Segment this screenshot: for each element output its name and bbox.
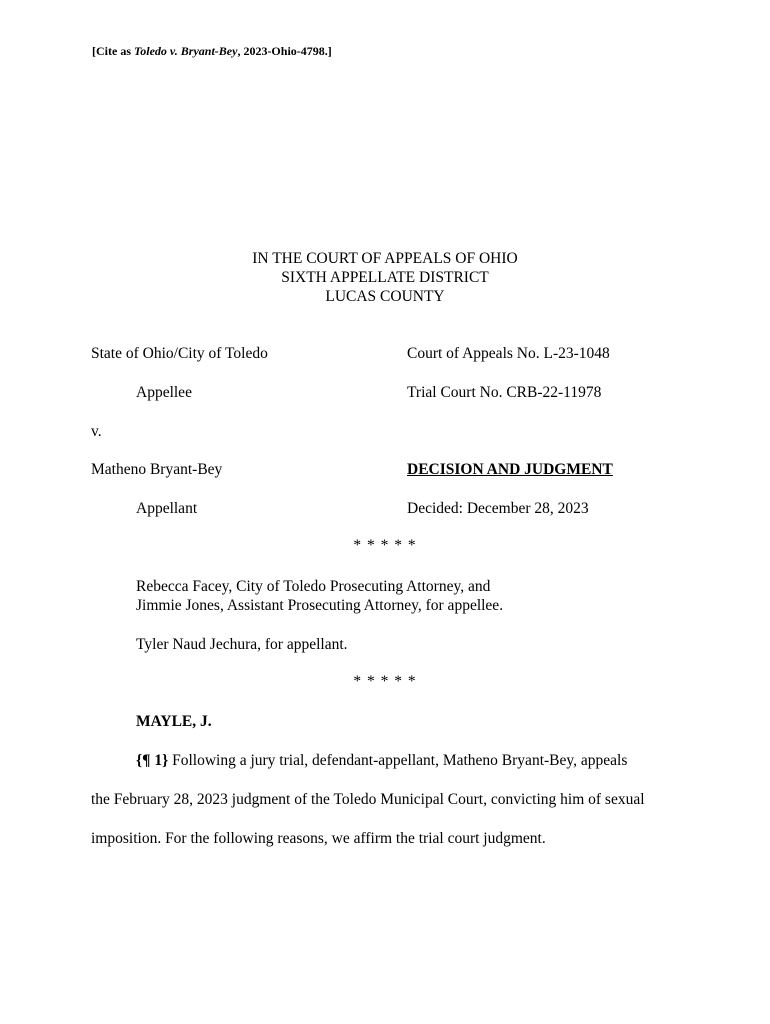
citation-case-name: Toledo v. Bryant-Bey — [134, 44, 238, 58]
paragraph-marker: {¶ 1} — [136, 752, 169, 769]
versus: v. — [91, 423, 102, 440]
section-separator: * * * * * — [353, 537, 417, 554]
appellee-counsel-line1: Rebecca Facey, City of Toledo Prosecuting Attorney, and — [136, 578, 491, 595]
opinion-line-3: imposition. For the following reasons, we affirm the trial court judgment. — [91, 830, 546, 847]
court-county: LUCAS COUNTY — [325, 288, 445, 305]
citation-suffix: , 2023-Ohio-4798.] — [237, 44, 332, 58]
appellant-counsel: Tyler Naud Jechura, for appellant. — [136, 636, 348, 653]
trial-case-number: Trial Court No. CRB-22-11978 — [407, 384, 602, 401]
citation-prefix: [Cite as — [92, 44, 134, 58]
appellee-role: Appellee — [136, 384, 192, 401]
opinion-line-1 — [136, 752, 627, 770]
court-name: IN THE COURT OF APPEALS OF OHIO — [252, 250, 518, 267]
appellee-name: State of Ohio/City of Toledo — [91, 345, 268, 362]
appeals-case-number: Court of Appeals No. L-23-1048 — [407, 345, 610, 362]
opinion-line-1-text: Following a jury trial, defendant-appellant, Matheno Bryant-Bey, appeals — [168, 752, 628, 769]
decision-date: Decided: December 28, 2023 — [407, 500, 589, 517]
opinion-line-2: the February 28, 2023 judgment of the Toledo Municipal Court, convicting him of sexual — [91, 791, 645, 808]
decision-title: DECISION AND JUDGMENT — [407, 461, 613, 478]
appellee-counsel-line2: Jimmie Jones, Assistant Prosecuting Attorney, for appellee. — [136, 597, 504, 614]
court-district: SIXTH APPELLATE DISTRICT — [281, 269, 489, 286]
appellant-name: Matheno Bryant-Bey — [91, 461, 223, 478]
judge-name: MAYLE, J. — [136, 713, 212, 730]
appellant-role: Appellant — [136, 500, 198, 517]
section-separator: * * * * * — [353, 673, 417, 690]
citation-header — [92, 44, 332, 59]
